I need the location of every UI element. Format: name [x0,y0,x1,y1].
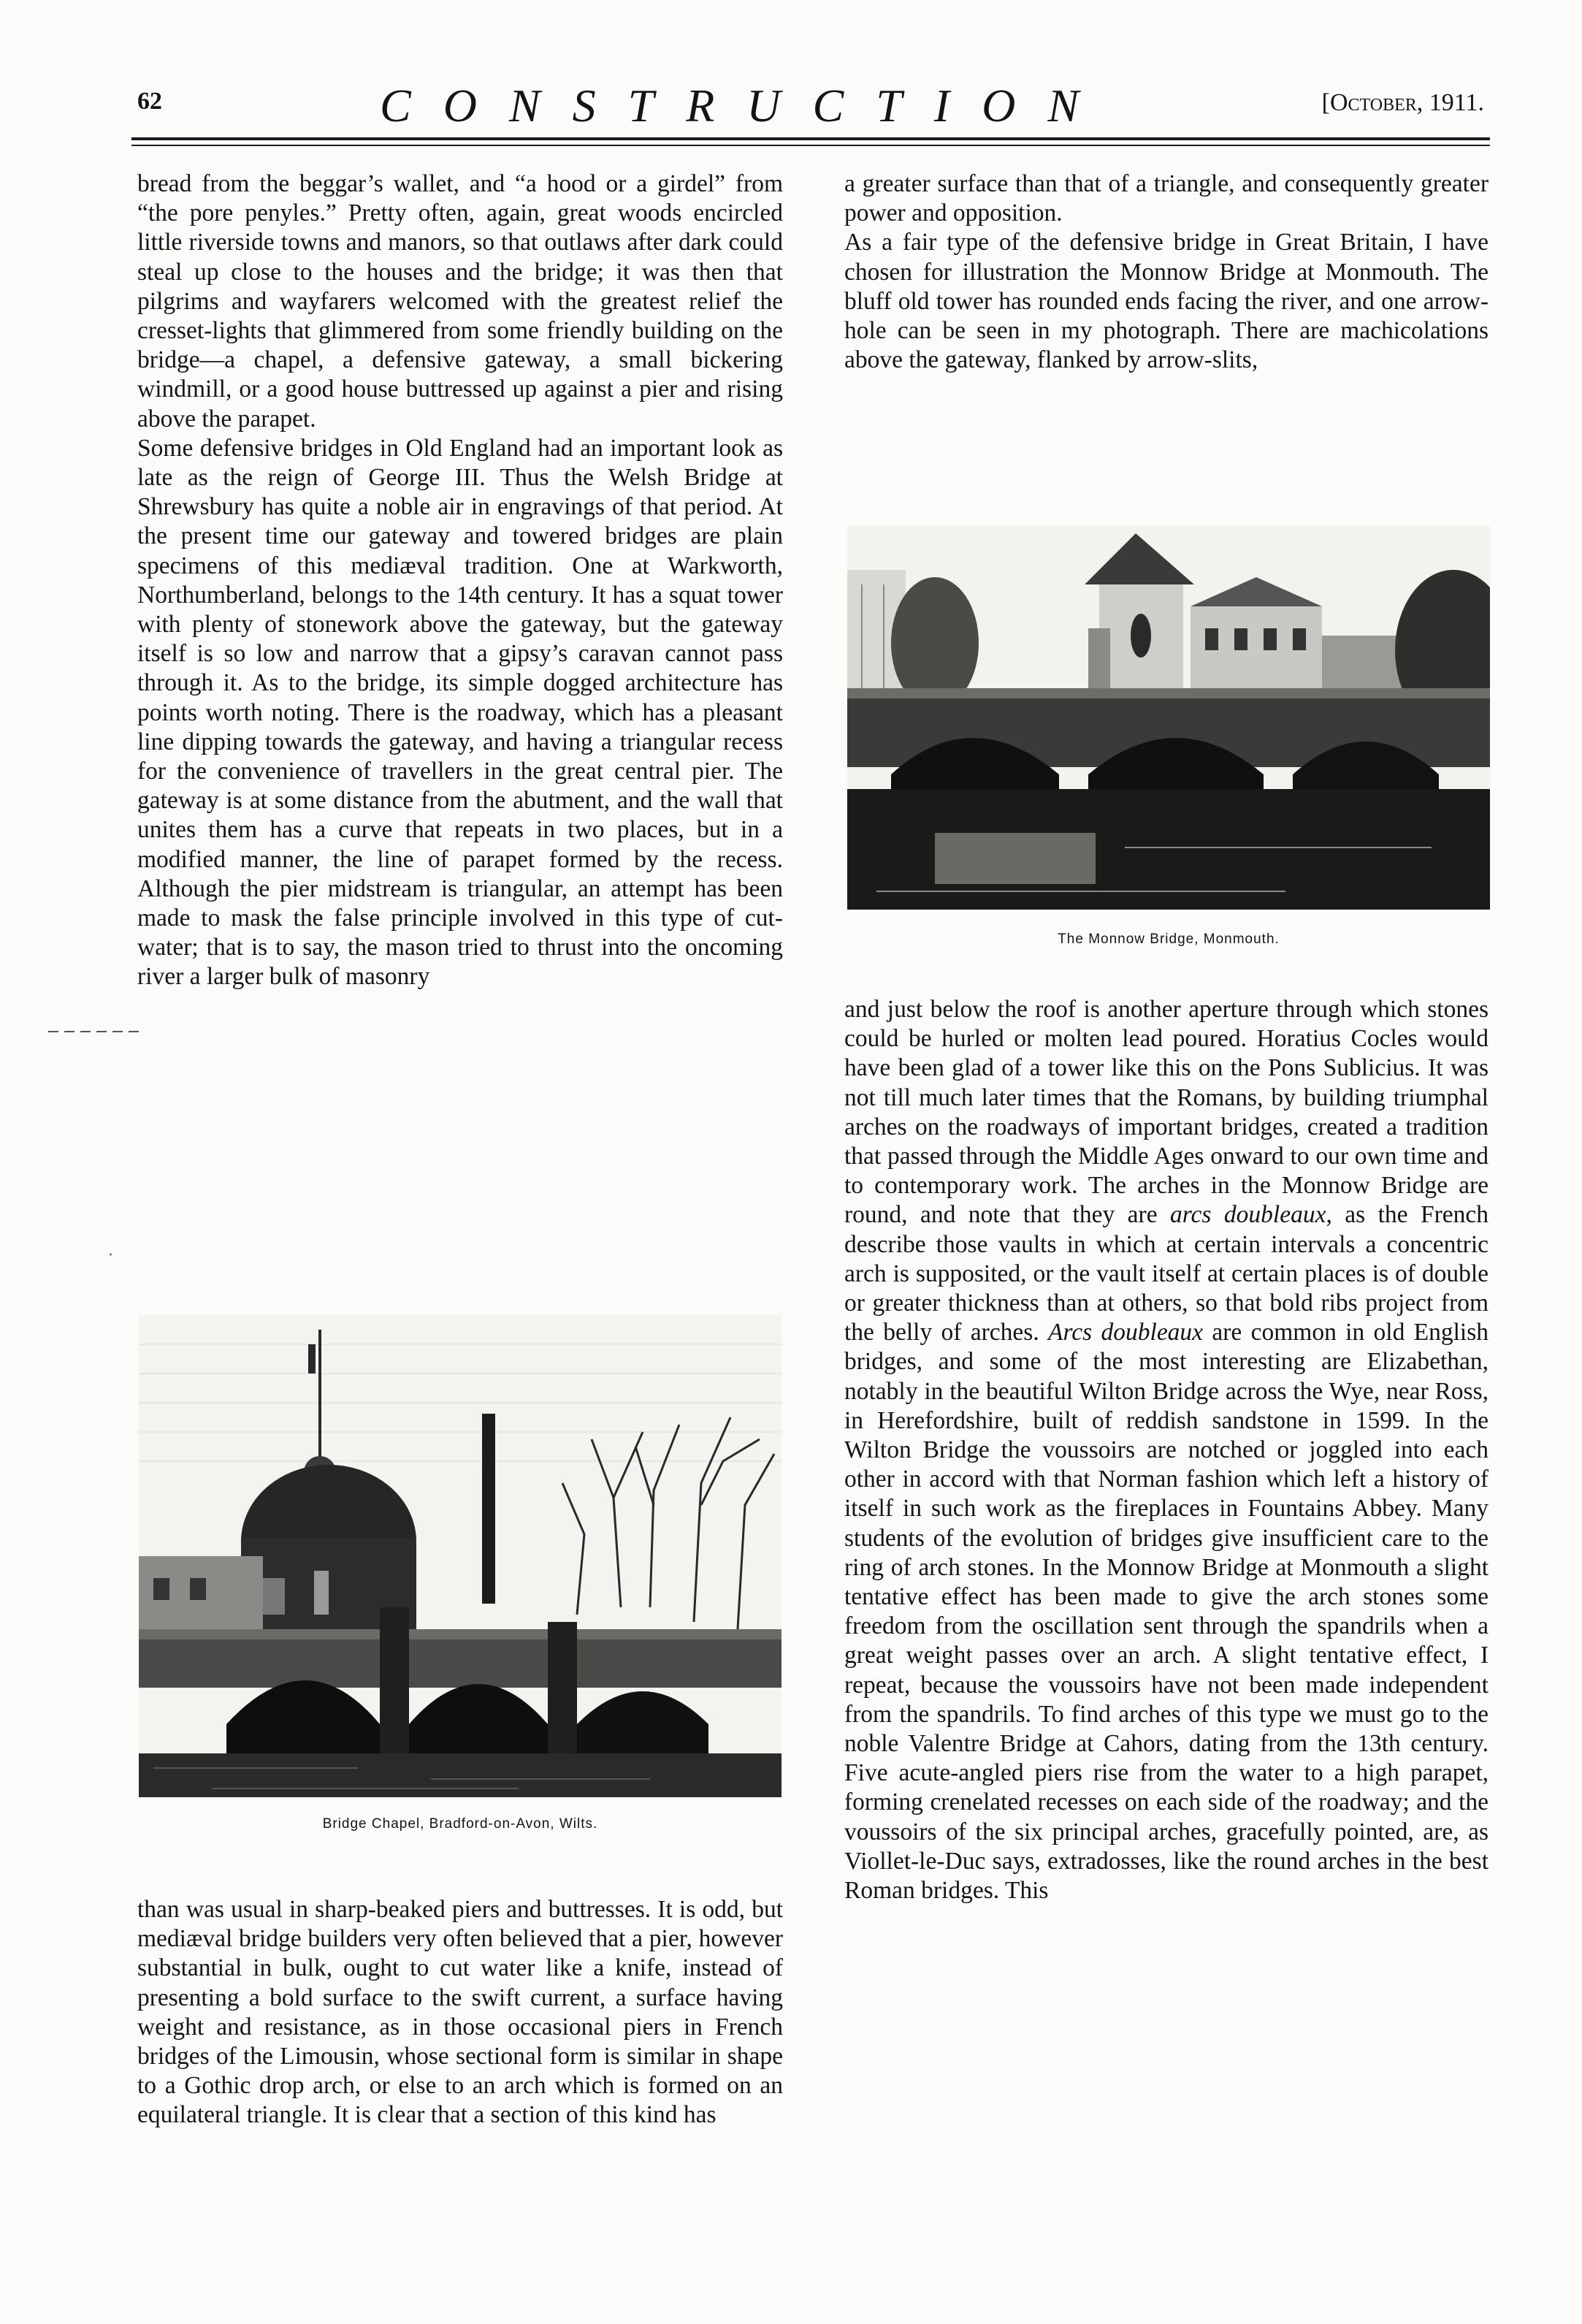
header-rule-bottom [131,145,1490,146]
figure-bradford-bridge-chapel [139,1315,782,1841]
italic-term: Arcs doubleaux [1048,1319,1204,1346]
figure-caption: Bridge Chapel, Bradford-on-Avon, Wilts. [322,1816,598,1832]
issue-month: October [1329,89,1417,116]
issue-date [1322,89,1484,117]
paragraph: As a fair type of the defensive bridge in Great Britain, I have chosen for illustration the Monnow Bridge at Monmouth. The bluff old tower has rounded ends facing the river, and one arrow-hole can be seen in my photograph. There are machicolations above the gateway, flanked by arrow-slits, [844,229,1489,374]
header-rule-top [131,137,1490,140]
left-column-upper [137,169,783,992]
paragraph: a greater surface than that of a triangle, and consequently greater power and opposition. [844,170,1489,227]
photo-monnow-bridge [847,526,1490,910]
margin-dot: · [108,1246,113,1265]
page-number: 62 [137,88,162,115]
page-header [131,79,1490,137]
figure-monnow-bridge [847,526,1490,950]
bradford-bridge-image [139,1315,782,1797]
italic-term: arcs doubleaux [1170,1201,1326,1229]
paragraph: than was usual in sharp-beaked piers and buttresses. It is odd, but mediæval bridge builders very often believed that a pier, however substantial in bulk, ought to cut water like a knife, instead of presenting a bold surface to the swift current, a surface having weight and resistance, as in those occasional piers in French bridges of the Limousin, whose sectional form is similar in shape to a Gothic drop arch, or else to an arch which is formed on an equilateral triangle. It is clear that a section of this kind has [137,1896,783,2129]
issue-bracket: [ [1321,89,1330,116]
figure-caption: The Monnow Bridge, Monmouth. [1058,931,1280,947]
left-column-lower [137,1895,783,2130]
text-run: , as the French describe those vaults in which at certain intervals a concentric arch is supposited, or the vault itself at certain places is of double or greater thickness than at others, so that bold ribs project from the belly of arches. [844,1201,1489,1346]
right-column-lower [844,995,1489,1905]
paragraph [844,995,1489,1905]
margin-mark [48,1031,139,1032]
paragraph: Some defensive bridges in Old England had an important look as late as the reign of George III. Thus the Welsh Bridge at Shrewsbury has quite a noble air in engravings of that period. At the present time our gateway and towered bridges are plain specimens of this mediæval tradition. One at Warkworth, Northumberland, belongs to the 14th century. It has a squat tower with plenty of stonework above the gateway, but the gateway itself is so low and narrow that a gipsy’s caravan cannot pass through it. As to the bridge, its simple dogged architecture has points worth noting. There is the roadway, which has a pleasant line dipping towards the gateway, and having a triangular recess for the convenience of travellers in the great central pier. The gateway is at some distance from the abutment, and the wall that unites them has a curve that repeats in two places, but in a modified manner, the line of parapet formed by the recess. Although the pier midstream is triangular, an attempt has been made to mask the false principle involved in this type of cut-water; that is to say, the mason tried to thrust into the oncoming river a larger bulk of masonry [137,434,783,991]
text-run: are common in old English bridges, and some of the most interesting are Elizabethan, notably in the beautiful Wilton Bridge across the Wye, near Ross, in Herefordshire, built of reddish sandstone in 1599. In the Wilton Bridge the voussoirs are notched or joggled into each other in accord with that Norman fashion which left a history of itself in such work as the fireplaces in Fountains Abbey. Many students of the evolution of bridges give insufficient care to the ring of arch stones. In the Monnow Bridge at Monmouth a slight tentative effect has been made to give the arch stones some freedom from the oscillation sent through the spandrils when a great weight passes over an arch. A slight tentative effect, I repeat, because the voussoirs have not been made independent from the spandrils. To find arches of this type we must go to the noble Valentre Bridge at Cahors, dating from the 13th century. Five acute-angled piers rise from the water to a high parapet, forming crenelated recesses on each side of the roadway; and the voussoirs of the six principal arches, gracefully pointed, are, as Viollet-le-Duc says, extradosses, like the round arches in the best Roman bridges. This [844,1319,1489,1905]
issue-year: , 1911. [1416,89,1484,116]
monnow-bridge-image [847,526,1490,910]
right-column-upper [844,169,1489,375]
text-run: and just below the roof is another aperture through which stones could be hurled or molten lead poured. Horatius Cocles would have been glad of a tower like this on the Pons Sublicius. It was not till much later times that the Romans, by building triumphal arches on the roadways of important bridges, created a tradition that passed through the Middle Ages onward to our own time and to contemporary work. The arches in the Monnow Bridge are round, and note that they are [844,996,1489,1229]
paragraph: bread from the beggar’s wallet, and “a hood or a girdel” from “the pore penyles.” Pretty often, again, great woods encircled little riverside towns and manors, so that outlaws after dark could steal up close to the houses and the bridge; it was then that pilgrims and wayfarers welcomed with the greatest relief the cresset-lights that glimmered from some friendly building on the bridge—a chapel, a defensive gateway, a small bickering windmill, or a good house buttressed up against a pier and rising above the parapet. [137,170,783,433]
photo-bradford-bridge [139,1315,782,1797]
masthead-title: CONSTRUCTION [380,80,1111,132]
